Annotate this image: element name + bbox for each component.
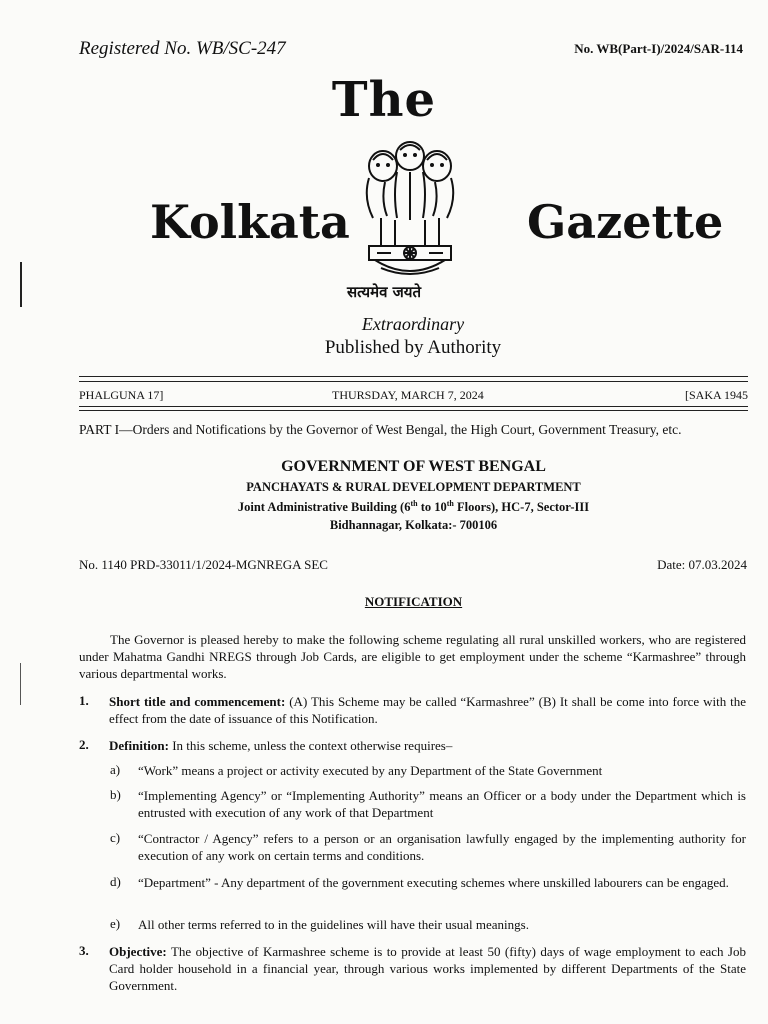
dateline-saka: [SAKA 1945 — [684, 388, 748, 402]
definition-letter: d) — [110, 874, 121, 889]
list-item: Short title and commencement: (A) This Scheme may be called “Karmashree” (B) It shall be come into force with the effect from the date of issuance of this Notification. — [109, 694, 746, 726]
definition-item: “Contractor / Agency” refers to a person or an organisation lawfully engaged by the implementing authority for execution of any work on certain terms and conditions. — [138, 831, 746, 863]
definition-item: “Department” - Any department of the government executing schemes where unskilled labourers can be engaged. — [138, 875, 729, 890]
intro-paragraph: The Governor is pleased hereby to make the following scheme regulating all rural unskilled workers, who are registered under Mahatma Gandhi NREGS through Job Cards, are eligible to get employment under the scheme “Karmashree” through various departmental works. — [79, 632, 746, 681]
list-item: Definition: In this scheme, unless the context otherwise requires– — [109, 738, 453, 753]
item-number: 2. — [79, 737, 89, 752]
title-the: The — [331, 72, 437, 128]
top-rule — [79, 381, 748, 382]
notification-heading: NOTIFICATION — [364, 594, 463, 609]
list-item: Objective: The objective of Karmashree scheme is to provide at least 50 (fifty) days of wage employment to each Job Card holder household in a financial year, through various works implemented by different Departments of the State Government. — [109, 944, 746, 993]
margin-mark — [20, 663, 21, 705]
notification-date: Date: 07.03.2024 — [657, 557, 747, 572]
definition-item: “Implementing Agency” or “Implementing Authority” means an Officer or a body under the Department which is entrusted with execution of any work of that Department — [138, 788, 746, 820]
registered-number: Registered No. WB/SC-247 — [79, 38, 286, 59]
definition-item: “Work” means a project or activity executed by any Department of the State Government — [138, 763, 603, 778]
dateline-month: PHALGUNA 17] — [79, 388, 164, 402]
title-kolkata: Kolkata — [150, 195, 350, 249]
published-by-authority: Published by Authority — [324, 337, 502, 358]
department-name: PANCHAYATS & RURAL DEVELOPMENT DEPARTMENT — [246, 480, 581, 494]
document-number: No. WB(Part-I)/2024/SAR-114 — [574, 41, 743, 56]
definition-letter: a) — [110, 762, 121, 777]
item-number: 1. — [79, 693, 89, 708]
department-address: Joint Administrative Building (6th to 10th Floors), HC-7, Sector-III — [237, 499, 590, 515]
notification-number: No. 1140 PRD-33011/1/2024-MGNREGA SEC — [79, 557, 328, 572]
definition-letter: c) — [110, 830, 121, 845]
definition-letter: e) — [110, 916, 121, 931]
dateline-date: THURSDAY, MARCH 7, 2024 — [332, 388, 484, 402]
top-rule — [79, 376, 748, 377]
department-city: Bidhannagar, Kolkata:- 700106 — [329, 518, 498, 532]
extraordinary-label: Extraordinary — [361, 314, 465, 334]
title-gazette: Gazette — [527, 195, 724, 249]
item-number: 3. — [79, 943, 89, 958]
bottom-rule — [79, 406, 748, 407]
definition-item: All other terms referred to in the guidelines will have their usual meanings. — [138, 917, 529, 932]
government-name: GOVERNMENT OF WEST BENGAL — [281, 458, 546, 475]
bottom-rule — [79, 410, 748, 411]
motto: सत्यमेव जयते — [346, 283, 422, 301]
state-emblem-icon — [355, 128, 465, 288]
definition-letter: b) — [110, 787, 121, 802]
part-heading: PART I—Orders and Notifications by the Governor of West Bengal, the High Court, Government Treasury, etc. — [79, 422, 682, 437]
